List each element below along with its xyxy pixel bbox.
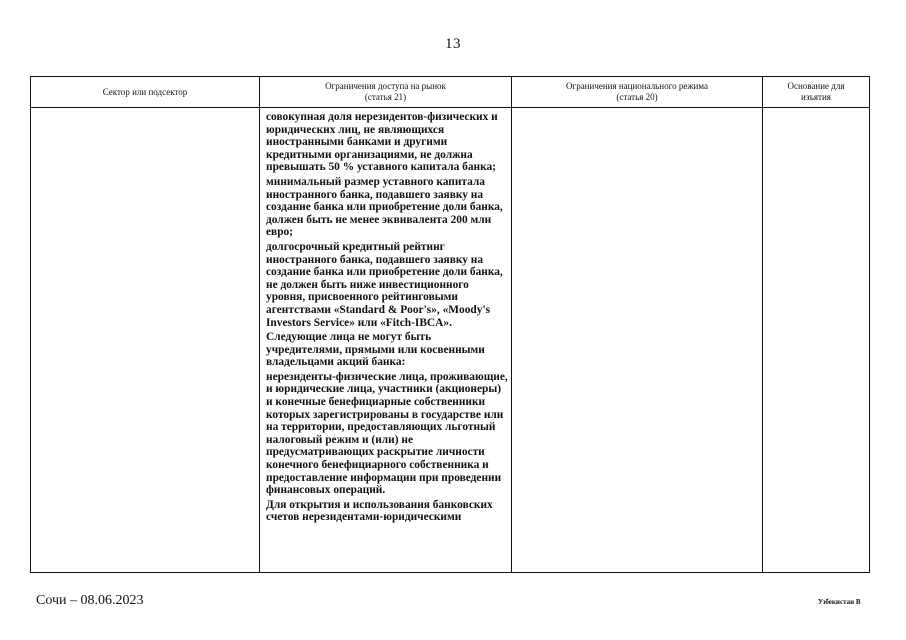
cell-market-access: [260, 108, 512, 573]
market-access-paragraph: долгосрочный кредитный рейтинг иностранного банка, подавшего заявку на создание банка или приобретение доли банка, не должен быть ниже инвестиционного уровня, присвоенного рейтинговыми агентствами «Standard & Poor's», «Moody's Investors Service» или «Fitch-IBCA».: [266, 240, 503, 329]
market-access-paragraph: совокупная доля нерезидентов-физических и юридических лиц, не являющихся иностранными банками и другими кредитными организациями, не должна превышать 50 % уставного капитала банка;: [266, 111, 498, 174]
market-access-paragraph: Для открытия и использования банковских счетов нерезидентами-юридическими: [266, 498, 493, 524]
footer-country-label: Узбекистан В: [818, 598, 861, 606]
reservations-table: [30, 76, 870, 573]
header-market-access: [260, 77, 512, 108]
market-access-paragraph: минимальный размер уставного капитала иностранного банка, подавшего заявку на создание банка или приобретение доли банка, должен быть не менее эквивалента 200 млн евро;: [266, 175, 503, 239]
header-national-treatment: [512, 77, 763, 108]
header-basis-line2: изъятия: [801, 92, 831, 102]
header-sector: [31, 77, 260, 108]
table-header-row: [31, 77, 870, 108]
market-access-paragraph: Следующие лица не могут быть учредителями, прямыми или косвенными владельцами акций банка:: [266, 331, 485, 369]
header-basis: [763, 77, 870, 108]
footer-place-date: Сочи – 08.06.2023: [36, 593, 144, 608]
market-access-paragraph: нерезиденты-физические лица, проживающие, и юридические лица, участники (акционеры) и конечные бенефициарные собственники которых зарегистрированы в государстве или на территории, предоставляющих льготный налоговый режим и (или) не предусматривающих раскрытие личности конечного бенефициарного собственника и предоставление информации при проведении финансовых операций.: [266, 370, 508, 497]
header-national-treatment-line2: (статья 20): [616, 92, 658, 102]
cell-sector: [31, 108, 260, 573]
cell-basis: [763, 108, 870, 573]
header-national-treatment-line1: Ограничения национального режима: [566, 81, 708, 91]
header-market-access-line1: Ограничения доступа на рынок: [325, 81, 446, 91]
header-market-access-line2: (статья 21): [364, 92, 407, 102]
header-basis-line1: Основание для: [787, 81, 845, 91]
cell-national-treatment: [512, 108, 763, 573]
page-number: 13: [445, 36, 461, 52]
table-row: [31, 108, 870, 573]
header-sector-label: Сектор или подсектор: [102, 86, 188, 97]
